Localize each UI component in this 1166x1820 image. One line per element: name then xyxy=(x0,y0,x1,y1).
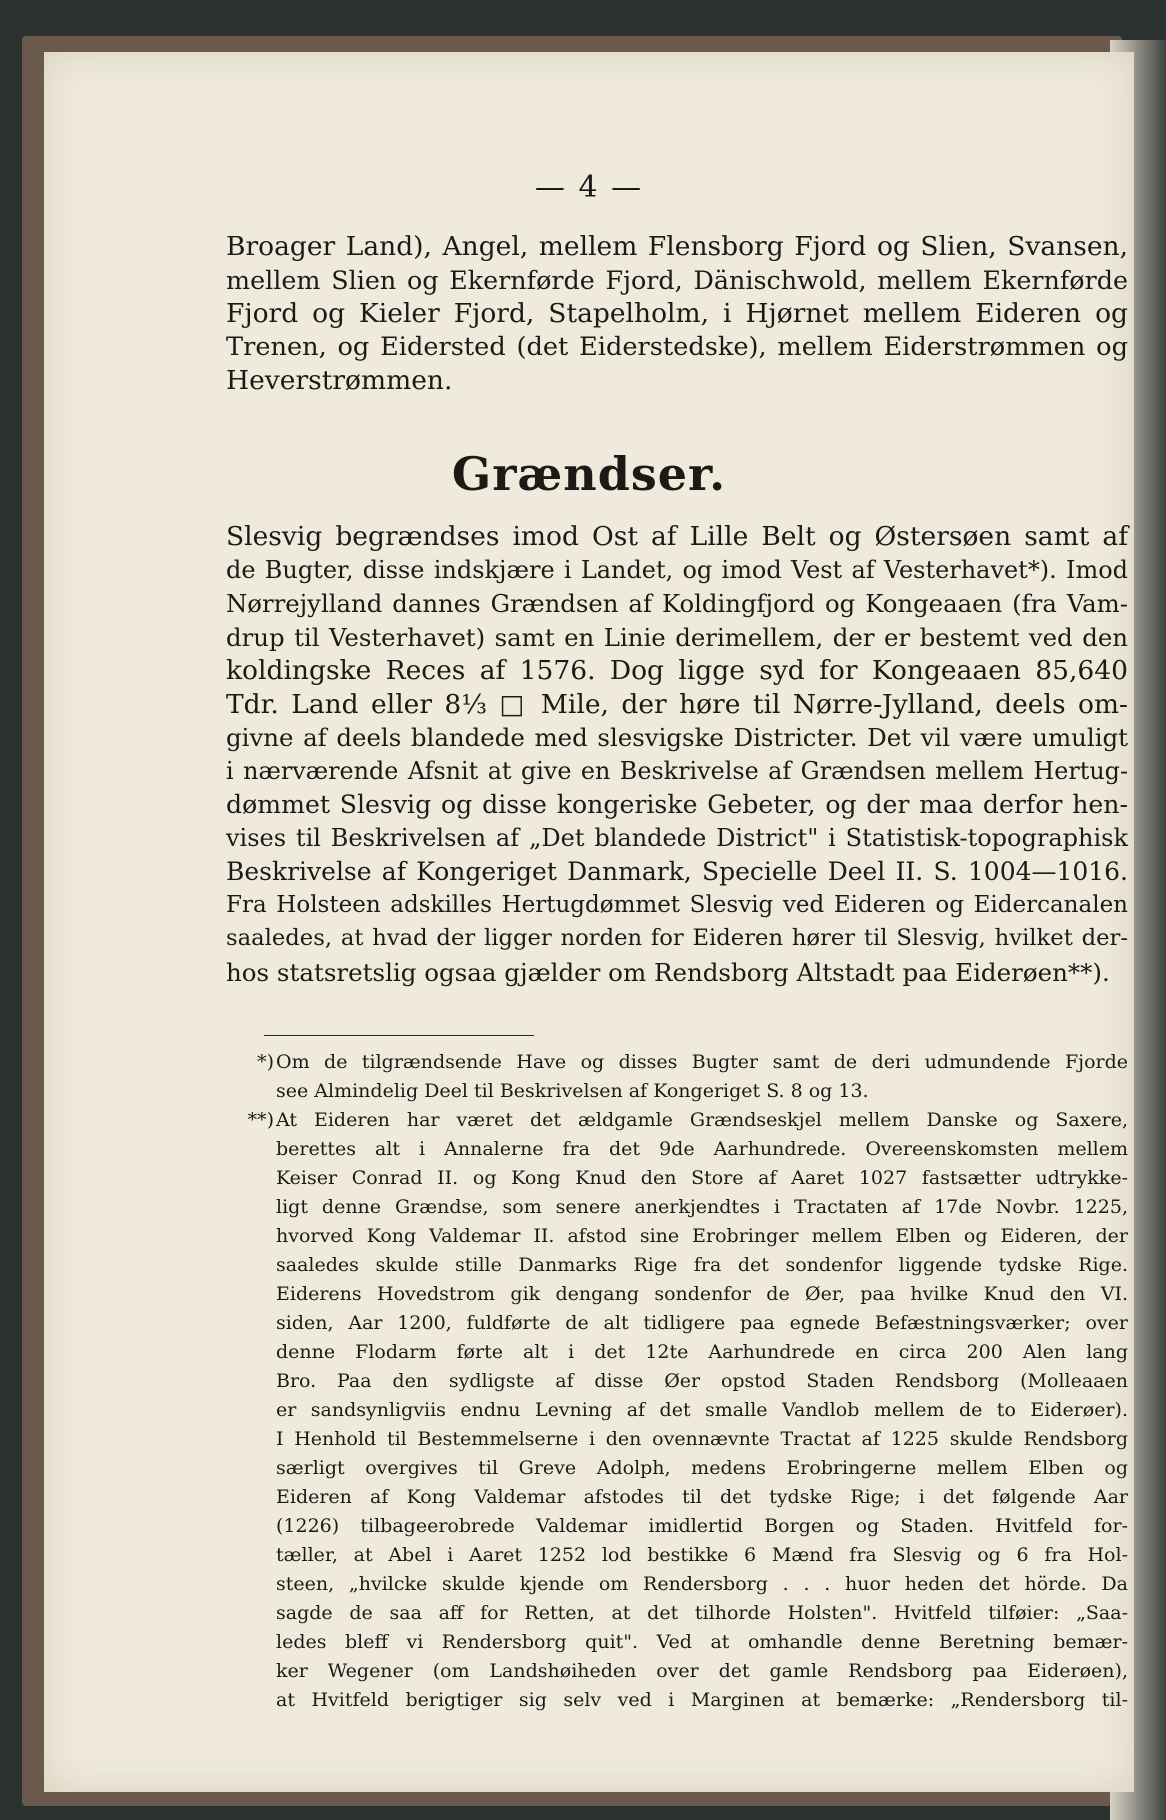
section-heading: Grændser. xyxy=(451,447,727,501)
footnote-line: At Eideren har været det ældgamle Grændseskjel mellem Danske og Saxere, xyxy=(276,1109,1128,1131)
footnote-line: ker Wegener (om Landshøiheden over det gamle Rendsborg paa Eiderøen), xyxy=(276,1660,1128,1682)
footnote-line: I Henhold til Bestemmelserne i den ovennævnte Tractat af 1225 skulde Rendsborg xyxy=(276,1428,1128,1450)
footnote-2 xyxy=(226,1106,1128,1715)
footnote-line: Eiderens Hovedstrom gik dengang sondenfor de Øer, paa hvilke Knud den VI. xyxy=(276,1283,1128,1305)
footnote-line: Keiser Conrad II. og Kong Knud den Store af Aaret 1027 fastsætter udtrykke- xyxy=(276,1167,1128,1189)
text-line: i nærværende Afsnit at give en Beskrivelse af Grændsen mellem Hertug- xyxy=(226,756,1128,785)
footnote-line: steen, „hvilcke skulde kjende om Rendersborg . . . huor heden det hörde. Da xyxy=(276,1573,1128,1595)
text-line: Fjord og Kieler Fjord, Stapelholm, i Hjørnet mellem Eideren og xyxy=(226,298,1128,329)
footnote-line: berettes alt i Annalerne fra det 9de Aarhundrede. Overeenskomsten mellem xyxy=(276,1138,1128,1160)
footnote-line: denne Flodarm førte alt i det 12te Aarhundrede en circa 200 Alen lang xyxy=(276,1341,1128,1363)
text-line: dømmet Slesvig og disse kongeriske Gebeter, og der maa derfor hen- xyxy=(226,790,1128,819)
text-line: givne af deels blandede med slesvigske Districter. Det vil være umuligt xyxy=(226,723,1128,752)
intro-paragraph xyxy=(226,230,1128,398)
text-line: de Bugter, disse indskjære i Landet, og imod Vest af Vesterhavet*). Imod xyxy=(226,555,1128,584)
footnote-line: siden, Aar 1200, fuldførte de alt tidligere paa egnede Befæstningsværker; over xyxy=(276,1312,1128,1334)
footnote-line: ligt denne Grændse, som senere anerkjendtes i Tractaten af 17de Novbr. 1225, xyxy=(276,1196,1128,1218)
book-page xyxy=(44,52,1134,1792)
text-line: hos statsretslig ogsaa gjælder om Rendsborg Altstadt paa Eiderøen**). xyxy=(226,957,1110,987)
text-line: Tdr. Land eller 8⅓ □ Mile, der høre til Nørre-Jylland, deels om- xyxy=(226,688,1128,720)
text-line: drup til Vesterhavet) samt en Linie derimellem, der er bestemt ved den xyxy=(226,622,1128,652)
text-line: Broager Land), Angel, mellem Flensborg Fjord og Slien, Svansen, xyxy=(226,231,1128,262)
footnotes xyxy=(226,1048,1128,1715)
main-paragraph xyxy=(226,520,1128,989)
footnote-line: sagde de saa aff for Retten, at det tilhorde Holsten". Hvitfeld tilføier: „Saa- xyxy=(276,1602,1128,1624)
footnote-line: særligt overgives til Greve Adolph, medens Erobringerne mellem Elben og xyxy=(276,1457,1128,1479)
text-line: Beskrivelse af Kongeriget Danmark, Specielle Deel II. S. 1004—1016. xyxy=(226,857,1128,886)
page-number: — 4 — xyxy=(534,170,644,205)
footnote-1 xyxy=(226,1048,1128,1106)
footnote-mark: **) xyxy=(247,1109,274,1131)
footnote-line: at Hvitfeld berigtiger sig selv ved i Marginen at bemærke: „Rendersborg til- xyxy=(276,1689,1128,1711)
footnote-line: Eideren af Kong Valdemar afstodes til det tydske Rige; i det følgende Aar xyxy=(276,1486,1128,1508)
footnote-line: Om de tilgrændsende Have og disses Bugter samt de deri udmundende Fjorde xyxy=(276,1051,1128,1073)
text-line: Trenen, og Eidersted (det Eiderstedske), mellem Eiderstrømmen og xyxy=(226,331,1128,362)
text-line: Slesvig begrændses imod Ost af Lille Belt og Østersøen samt af xyxy=(226,521,1128,552)
footnote-line: ledes bleff vi Rendersborg quit". Ved at omhandle denne Beretning bemær- xyxy=(276,1631,1128,1653)
text-line: Heverstrømmen. xyxy=(226,365,453,396)
footnote-mark: *) xyxy=(257,1051,274,1073)
text-line: Fra Holsteen adskilles Hertugdømmet Slesvig ved Eideren og Eidercanalen xyxy=(226,891,1128,918)
footnote-rule xyxy=(264,1035,534,1036)
text-line: mellem Slien og Ekernførde Fjord, Dänischwold, mellem Ekernførde xyxy=(226,264,1128,295)
text-line: vises til Beskrivelsen af „Det blandede District" i Statistisk-topographisk xyxy=(226,823,1128,852)
footnote-line: saaledes skulde stille Danmarks Rige fra det sondenfor liggende tydske Rige. xyxy=(276,1254,1128,1276)
footnote-line: see Almindelig Deel til Beskrivelsen af Kongeriget S. 8 og 13. xyxy=(276,1080,869,1102)
footnote-line: hvorved Kong Valdemar II. afstod sine Erobringer mellem Elben og Eideren, der xyxy=(276,1225,1128,1247)
footnote-line: er sandsynligviis endnu Levning af det smalle Vandlob mellem de to Eiderøer). xyxy=(276,1399,1128,1421)
footnote-line: (1226) tilbageerobrede Valdemar imidlertid Borgen og Staden. Hvitfeld for- xyxy=(276,1515,1128,1537)
text-line: Nørrejylland dannes Grændsen af Koldingfjord og Kongeaaen (fra Vam- xyxy=(226,589,1128,618)
footnote-line: tæller, at Abel i Aaret 1252 lod bestikke 6 Mænd fra Slesvig og 6 fra Hol- xyxy=(276,1544,1128,1566)
text-line: koldingske Reces af 1576. Dog ligge syd for Kongeaaen 85,640 xyxy=(226,655,1128,686)
text-line: saaledes, at hvad der ligger norden for Eideren hører til Slesvig, hvilket der- xyxy=(226,925,1128,951)
footnote-line: Bro. Paa den sydligste af disse Øer opstod Staden Rendsborg (Molleaaen xyxy=(276,1370,1128,1392)
